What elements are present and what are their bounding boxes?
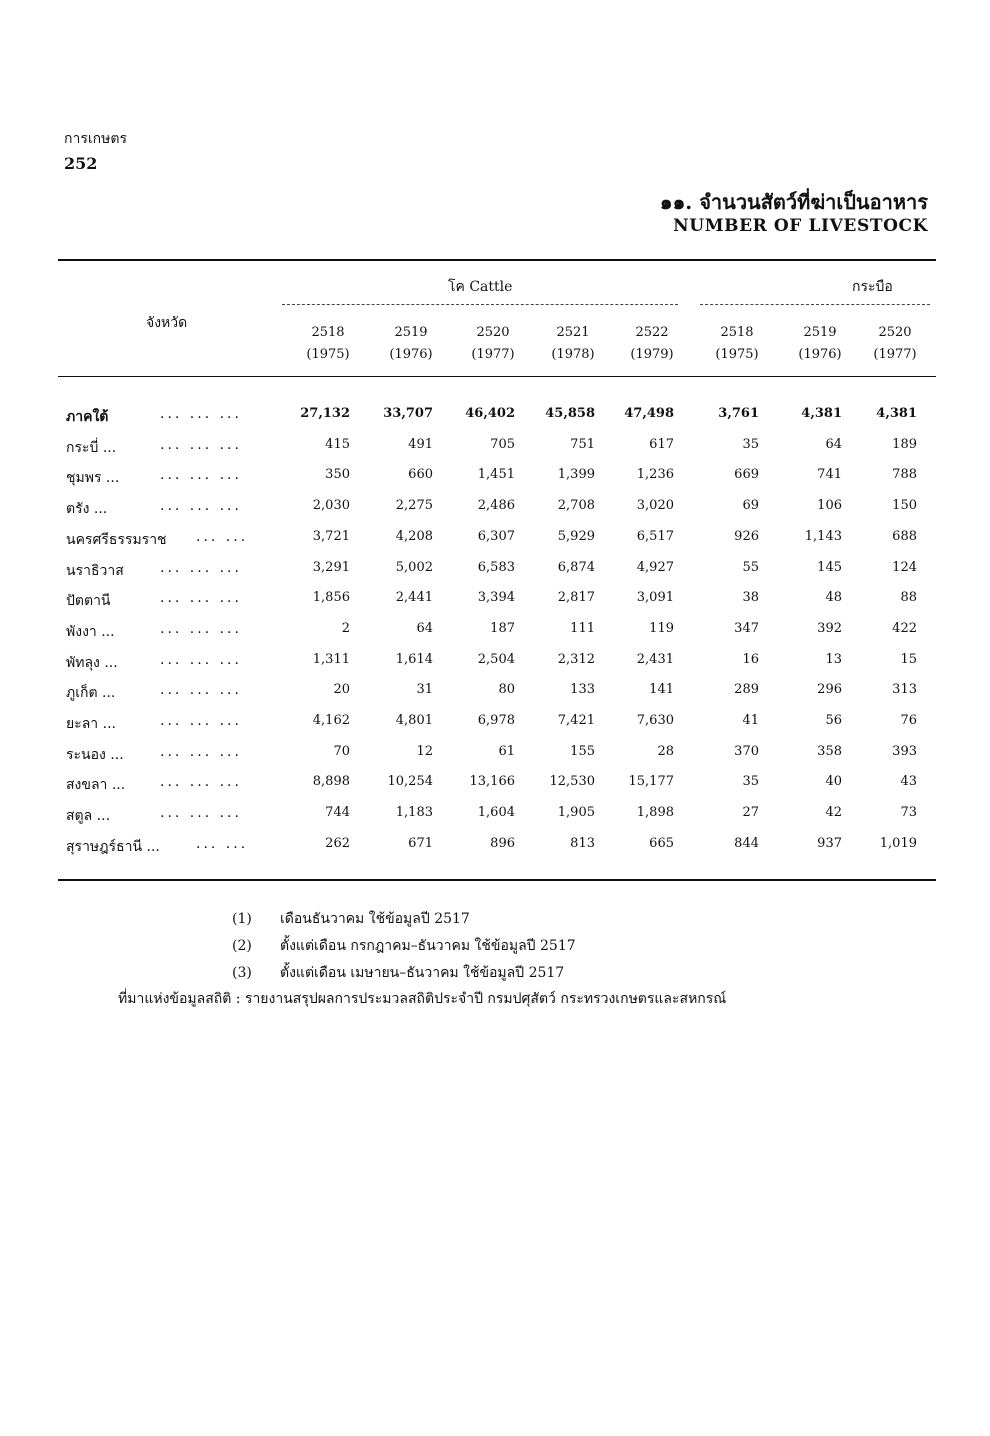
table-row — [58, 590, 936, 620]
table-cell: 41 — [742, 713, 759, 728]
table-cell: 937 — [817, 835, 842, 851]
province-name: ปัตตานี — [66, 593, 111, 610]
data-source: ที่มาแห่งข้อมูลสถิติ : รายงานสรุปผลการประมวลสถิติประจำปี กรมปศุสัตว์ กระทรวงเกษตรและสหกรณ์ — [118, 991, 727, 1007]
table-cell: 2,817 — [557, 590, 595, 606]
table-cell: 61 — [498, 743, 515, 759]
table-cell: 3,020 — [636, 498, 674, 514]
table-cell: 40 — [825, 774, 842, 790]
province-name: สตูล ... — [66, 808, 111, 825]
table-cell: 370 — [734, 743, 759, 759]
table-cell: 3,091 — [636, 590, 674, 606]
table-cell: 35 — [742, 436, 759, 452]
table-cell: 55 — [742, 559, 759, 575]
table-row — [58, 529, 936, 559]
table-row — [58, 805, 936, 835]
table-cell: 88 — [900, 590, 917, 606]
table-row — [58, 621, 936, 651]
table-cell: 1,399 — [557, 467, 595, 483]
table-row — [58, 467, 936, 497]
leader-dots: ... ... ... — [160, 651, 242, 668]
province-name: ตรัง ... — [66, 501, 108, 518]
table-cell: 6,517 — [636, 528, 674, 544]
table-cell: 106 — [817, 498, 842, 514]
footnotes — [232, 906, 576, 987]
table-cell: 358 — [817, 743, 842, 759]
table-cell: 27,132 — [300, 406, 350, 421]
year-column-header: 2520 (1977) — [873, 325, 917, 362]
table-total-row — [58, 406, 936, 436]
table-cell: 4,801 — [395, 713, 433, 728]
buffalo-group-label: กระบือ — [852, 279, 893, 295]
table-cell: 2,708 — [557, 498, 595, 514]
table-cell: 1,451 — [477, 467, 515, 483]
table-cell: 751 — [570, 436, 595, 452]
year-column-header: 2519 (1976) — [798, 325, 842, 362]
table-cell: 926 — [734, 528, 759, 544]
table-cell: 1,019 — [879, 835, 917, 851]
table-title-english: NUMBER OF LIVESTOCK — [673, 216, 928, 236]
province-column-header: จังหวัด — [146, 315, 188, 331]
footnote: (1) เดือนธันวาคม ใช้ข้อมูลปี 2517 — [232, 911, 470, 927]
table-cell: 2,486 — [477, 498, 515, 514]
year-column-header: 2520 (1977) — [471, 325, 515, 362]
table-cell: 392 — [817, 620, 842, 636]
table-cell: 2,441 — [395, 590, 433, 606]
leader-dots: ... ... ... — [160, 743, 242, 760]
table-cell: 896 — [490, 835, 515, 851]
table-cell: 31 — [416, 682, 433, 698]
table-cell: 788 — [892, 467, 917, 483]
table-title-thai: ๑๑. จำนวนสัตว์ที่ฆ่าเป็นอาหาร — [659, 190, 928, 214]
table-cell: 1,183 — [395, 805, 433, 821]
table-row — [58, 744, 936, 774]
table-cell: 4,381 — [801, 406, 842, 421]
table-row — [58, 652, 936, 682]
table-cell: 43 — [900, 774, 917, 790]
table-cell: 47,498 — [624, 406, 674, 421]
table-cell: 80 — [498, 682, 515, 698]
table-cell: 3,761 — [718, 406, 759, 421]
table-cell: 1,614 — [395, 651, 433, 667]
table-row — [58, 836, 936, 866]
table-cell: 262 — [325, 835, 350, 851]
table-cell: 6,978 — [477, 713, 515, 728]
table-cell: 2 — [341, 620, 350, 636]
table-row — [58, 713, 936, 743]
table-cell: 313 — [892, 682, 917, 698]
table-cell: 289 — [734, 682, 759, 698]
table-cell: 688 — [892, 528, 917, 544]
table-cell: 296 — [817, 682, 842, 698]
table-cell: 35 — [742, 774, 759, 790]
table-cell: 12,530 — [549, 774, 595, 790]
buffalo-span-line — [700, 304, 930, 305]
table-cell: 660 — [408, 467, 433, 483]
table-cell: 20 — [333, 682, 350, 698]
table-cell: 6,583 — [477, 559, 515, 575]
table-cell: 4,381 — [876, 406, 917, 421]
table-cell: 48 — [825, 590, 842, 606]
table-cell: 56 — [825, 713, 842, 728]
table-cell: 415 — [325, 436, 350, 452]
table-cell: 7,630 — [636, 713, 674, 728]
province-name: นครศรีธรรมราช — [66, 531, 167, 548]
table-cell: 69 — [742, 498, 759, 514]
table-cell: 13,166 — [469, 774, 515, 790]
table-cell: 617 — [649, 436, 674, 452]
table-row — [58, 682, 936, 712]
leader-dots: ... ... — [196, 835, 249, 852]
leader-dots: ... ... ... — [160, 498, 242, 515]
table-cell: 46,402 — [465, 406, 515, 421]
province-name: ยะลา ... — [66, 716, 116, 732]
table-cell: 1,898 — [636, 805, 674, 821]
table-row — [58, 437, 936, 467]
table-cell: 38 — [742, 590, 759, 606]
province-name: นราธิวาส — [66, 562, 124, 579]
table-cell: 155 — [570, 743, 595, 759]
province-name: พังงา ... — [66, 623, 115, 640]
table-cell: 2,431 — [636, 651, 674, 667]
table-cell: 8,898 — [312, 774, 350, 790]
table-cell: 1,905 — [557, 805, 595, 821]
table-cell: 76 — [900, 713, 917, 728]
table-cell: 111 — [570, 620, 595, 636]
table-cell: 665 — [649, 835, 674, 851]
table-cell: 3,291 — [312, 559, 350, 575]
table-cell: 350 — [325, 467, 350, 483]
table-cell: 150 — [892, 498, 917, 514]
table-cell: 124 — [892, 559, 917, 575]
province-name: ภาคใต้ — [66, 409, 109, 425]
leader-dots: ... ... ... — [160, 559, 242, 576]
table-cell: 119 — [649, 620, 674, 636]
table-cell: 3,721 — [312, 528, 350, 544]
table-cell: 844 — [734, 835, 759, 851]
table-cell: 42 — [825, 805, 842, 821]
leader-dots: ... ... ... — [160, 406, 242, 422]
table-cell: 133 — [570, 682, 595, 698]
year-column-header: 2518 (1975) — [306, 325, 350, 362]
table-cell: 141 — [649, 682, 674, 698]
year-column-header: 2521 (1978) — [551, 325, 595, 362]
table-cell: 6,874 — [557, 559, 595, 575]
table-cell: 813 — [570, 835, 595, 851]
table-cell: 744 — [325, 805, 350, 821]
table-cell: 2,504 — [477, 651, 515, 667]
leader-dots: ... ... ... — [160, 774, 242, 791]
footnote: (2) ตั้งแต่เดือน กรกฎาคม–ธันวาคม ใช้ข้อมูลปี 2517 — [232, 938, 576, 954]
table-top-rule — [58, 259, 936, 261]
header-bottom-rule — [58, 376, 936, 377]
table-cell: 7,421 — [557, 713, 595, 728]
table-cell: 16 — [742, 651, 759, 667]
table-cell: 741 — [817, 467, 842, 483]
year-column-header: 2518 (1975) — [715, 325, 759, 362]
table-cell: 4,162 — [312, 713, 350, 728]
table-cell: 189 — [892, 436, 917, 452]
table-row — [58, 498, 936, 528]
province-name: กระบี่ ... — [66, 439, 117, 456]
leader-dots: ... ... ... — [160, 805, 242, 822]
table-cell: 1,856 — [312, 590, 350, 606]
table-cell: 64 — [416, 620, 433, 636]
table-cell: 347 — [734, 620, 759, 636]
province-name: สงขลา ... — [66, 777, 126, 794]
table-cell: 15,177 — [628, 774, 674, 790]
table-cell: 671 — [408, 835, 433, 851]
table-cell: 491 — [408, 436, 433, 452]
province-name: ชุมพร ... — [66, 470, 120, 487]
table-cell: 15 — [900, 651, 917, 667]
table-cell: 5,929 — [557, 528, 595, 544]
table-cell: 705 — [490, 436, 515, 452]
province-name: ระนอง ... — [66, 746, 124, 763]
page-number: 252 — [64, 154, 98, 173]
province-name: ภูเก็ต ... — [66, 685, 116, 702]
year-column-header: 2522 (1979) — [630, 325, 674, 362]
table-cell: 33,707 — [383, 406, 433, 421]
province-name: สุราษฎร์ธานี ... — [66, 838, 160, 855]
table-cell: 27 — [742, 805, 759, 821]
province-name: พัทลุง ... — [66, 654, 118, 671]
table-cell: 1,311 — [312, 651, 350, 667]
table-cell: 73 — [900, 805, 917, 821]
table-cell: 12 — [416, 743, 433, 759]
table-cell: 1,143 — [804, 528, 842, 544]
table-cell: 3,394 — [477, 590, 515, 606]
table-cell: 393 — [892, 743, 917, 759]
page-header — [64, 128, 127, 173]
leader-dots: ... ... ... — [160, 620, 242, 637]
table-cell: 1,604 — [477, 805, 515, 821]
leader-dots: ... ... ... — [160, 590, 242, 607]
leader-dots: ... ... ... — [160, 713, 242, 729]
leader-dots: ... ... ... — [160, 467, 242, 484]
table-cell: 145 — [817, 559, 842, 575]
section-name: การเกษตร — [64, 131, 127, 147]
table-cell: 422 — [892, 620, 917, 636]
table-cell: 1,236 — [636, 467, 674, 483]
table-cell: 2,312 — [557, 651, 595, 667]
leader-dots: ... ... ... — [160, 682, 242, 699]
footnote: (3) ตั้งแต่เดือน เมษายน–ธันวาคม ใช้ข้อมูลปี 2517 — [232, 965, 565, 981]
table-cell: 2,030 — [312, 498, 350, 514]
table-bottom-rule — [58, 879, 936, 881]
leader-dots: ... ... — [196, 528, 249, 545]
table-cell: 64 — [825, 436, 842, 452]
year-column-header: 2519 (1976) — [389, 325, 433, 362]
table-cell: 45,858 — [545, 406, 595, 421]
table-cell: 4,208 — [395, 528, 433, 544]
table-row — [58, 560, 936, 590]
table-cell: 4,927 — [636, 559, 674, 575]
table-cell: 5,002 — [395, 559, 433, 575]
cattle-group-label: โค Cattle — [448, 279, 513, 295]
table-cell: 669 — [734, 467, 759, 483]
table-cell: 6,307 — [477, 528, 515, 544]
table-cell: 70 — [333, 743, 350, 759]
table-cell: 28 — [657, 743, 674, 759]
table-row — [58, 774, 936, 804]
leader-dots: ... ... ... — [160, 436, 242, 453]
table-cell: 13 — [825, 651, 842, 667]
table-cell: 10,254 — [387, 774, 433, 790]
table-cell: 2,275 — [395, 498, 433, 514]
table-cell: 187 — [490, 620, 515, 636]
cattle-span-line — [282, 304, 678, 305]
